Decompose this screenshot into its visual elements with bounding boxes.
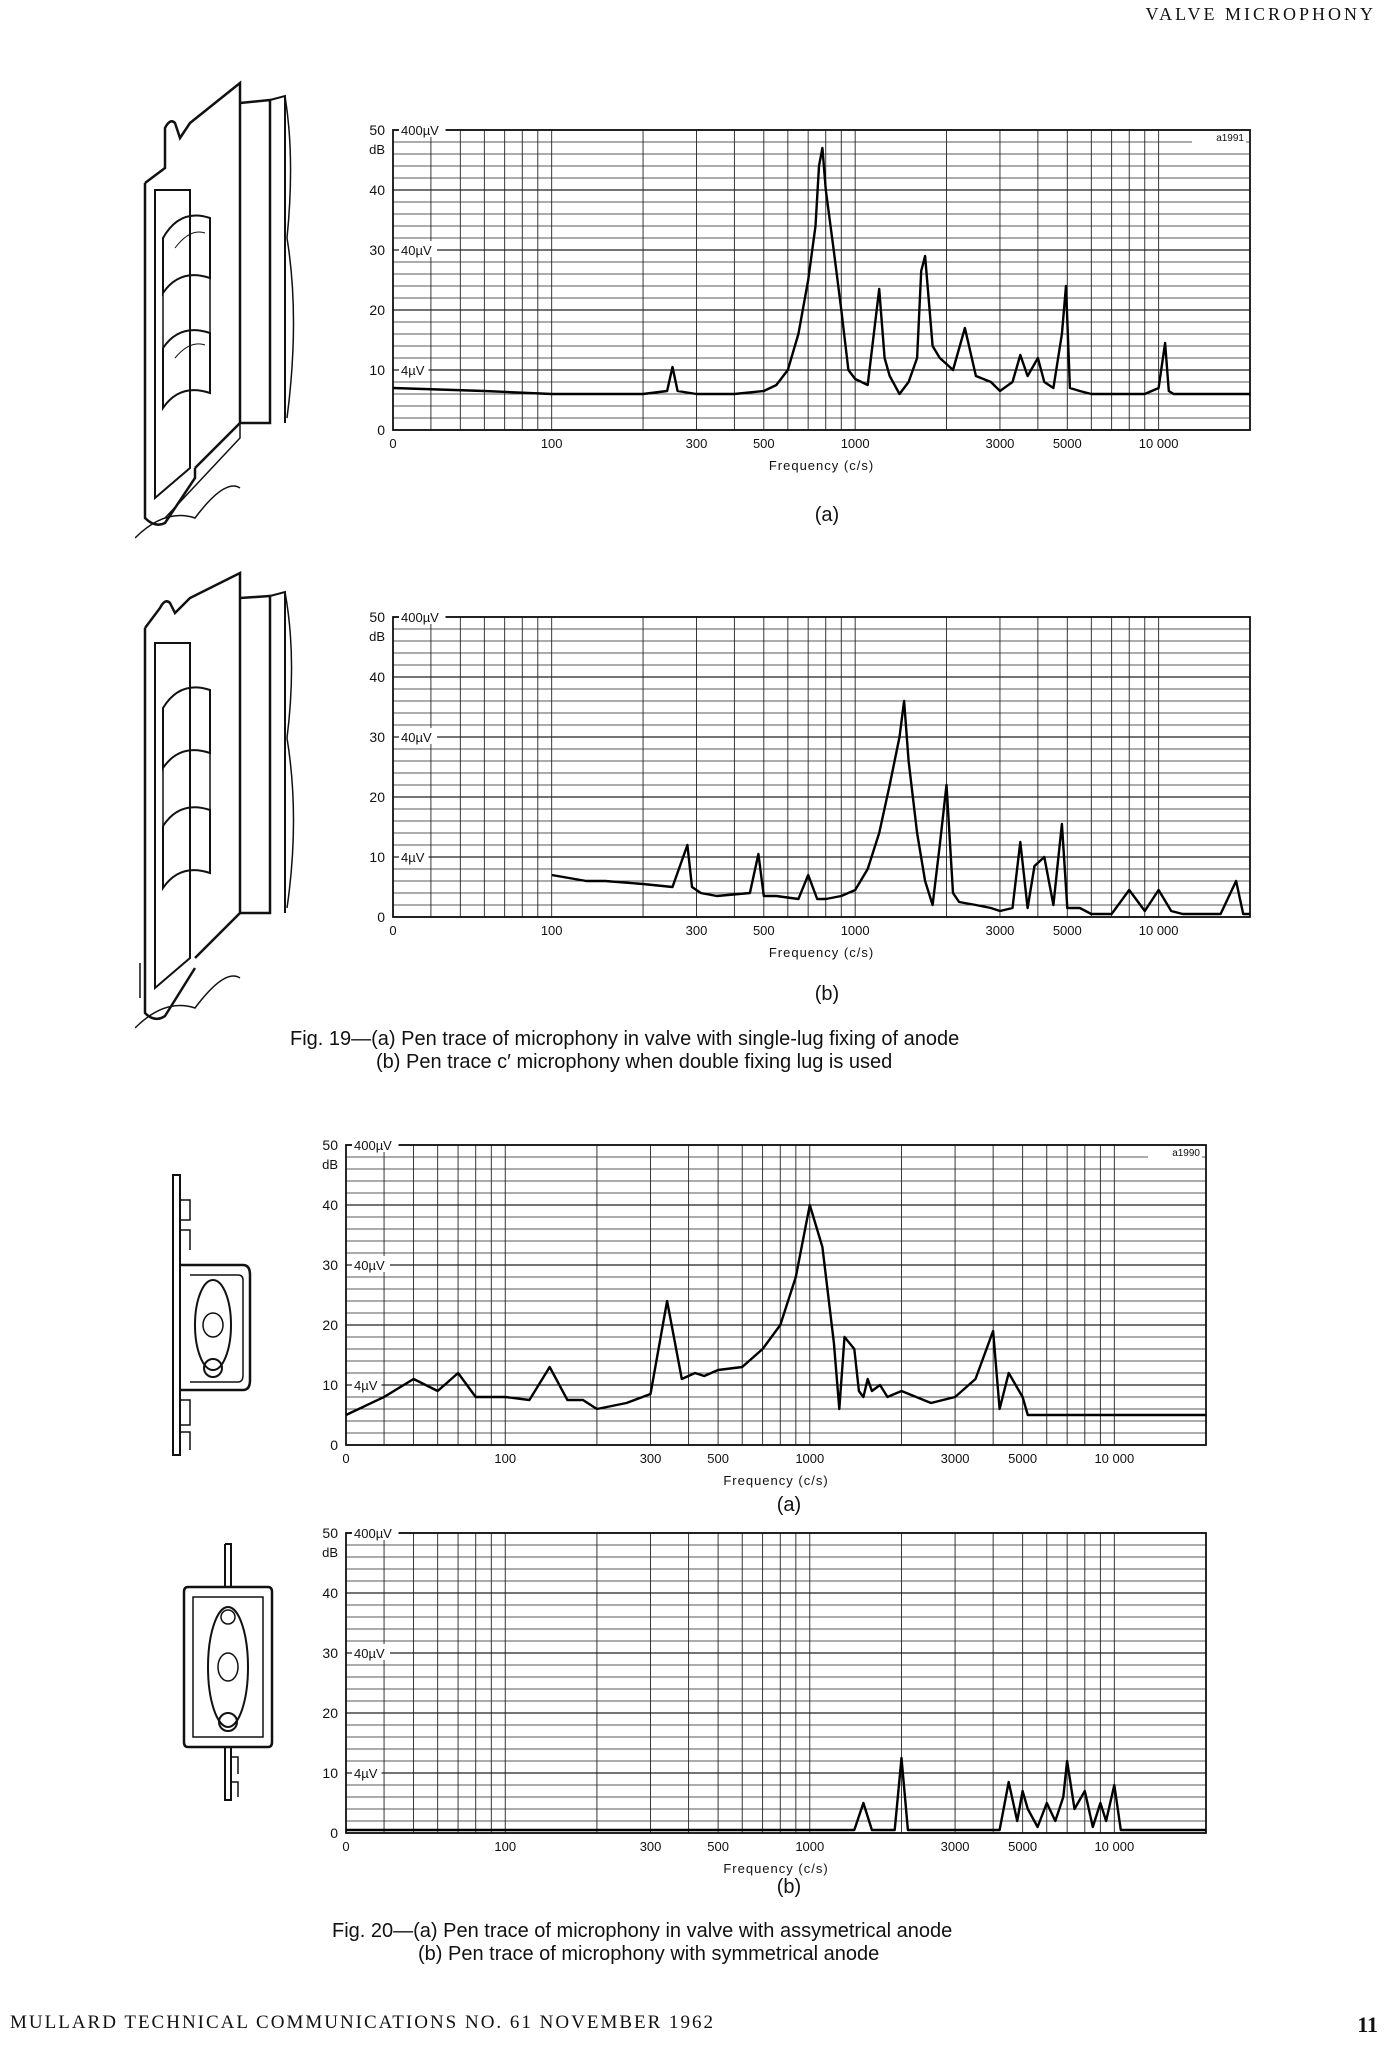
x-tick-label: 500 <box>707 1451 729 1466</box>
y-tick-label: 20 <box>322 1317 338 1333</box>
y-tick-label: 10 <box>369 849 385 865</box>
y-tick-label: 50 <box>322 1525 338 1541</box>
level-label: 40µV <box>354 1646 385 1661</box>
reference-number: a1990 <box>1172 1148 1200 1159</box>
x-tick-label: 0 <box>342 1451 350 1466</box>
y-axis-label: dB <box>369 142 385 157</box>
level-label: 4µV <box>354 1378 378 1393</box>
level-label: 400µV <box>401 123 439 138</box>
fig20-panel-a-label: (a) <box>776 1494 802 1516</box>
plot-frame <box>346 1533 1206 1833</box>
level-label: 400µV <box>354 1138 392 1153</box>
x-tick-label: 10 000 <box>1094 1839 1135 1854</box>
level-label: 40µV <box>401 243 432 258</box>
y-tick-label: 10 <box>322 1765 338 1781</box>
y-tick-label: 10 <box>322 1377 338 1393</box>
level-label: 40µV <box>354 1258 385 1273</box>
fig20-caption-line2: (b) Pen trace of microphony with symmetrical anode <box>418 1943 880 1965</box>
x-tick-label: 300 <box>639 1839 662 1854</box>
y-tick-label: 50 <box>322 1137 338 1153</box>
level-label: 4µV <box>401 850 425 865</box>
x-tick-label: 3000 <box>940 1451 970 1466</box>
footer-publication: MULLARD TECHNICAL COMMUNICATIONS NO. 61 NOVEMBER 1962 <box>10 2012 716 2033</box>
x-tick-label: 1000 <box>840 923 870 938</box>
fig20-caption <box>332 1920 952 1966</box>
x-tick-label: 1000 <box>795 1451 825 1466</box>
fig20-panel-b-label: (b) <box>776 1876 802 1898</box>
fig19-caption-line1: Fig. 19—(a) Pen trace of microphony in valve with single-lug fixing of anode <box>290 1028 960 1050</box>
level-label: 40µV <box>401 730 432 745</box>
fig19-panel-a-label: (a) <box>814 504 840 526</box>
x-tick-label: 100 <box>540 436 563 451</box>
x-tick-label: 3000 <box>985 923 1015 938</box>
x-axis-label: Frequency (c/s) <box>723 1473 829 1488</box>
x-tick-label: 0 <box>389 923 397 938</box>
y-axis-label: dB <box>369 629 385 644</box>
y-tick-label: 10 <box>369 362 385 378</box>
x-tick-label: 100 <box>494 1839 517 1854</box>
x-tick-label: 500 <box>752 436 775 451</box>
fig19-caption-line2: (b) Pen trace с′ microphony when double fixing lug is used <box>376 1051 893 1073</box>
y-tick-label: 0 <box>377 909 385 925</box>
x-tick-label: 10 000 <box>1138 923 1179 938</box>
fig20-caption-line1: Fig. 20—(a) Pen trace of microphony in valve with assymetrical anode <box>332 1920 953 1942</box>
x-tick-label: 500 <box>707 1839 729 1854</box>
y-tick-label: 0 <box>330 1437 338 1453</box>
level-label: 4µV <box>354 1766 378 1781</box>
y-tick-label: 50 <box>369 122 385 138</box>
x-tick-label: 3000 <box>985 436 1015 451</box>
x-tick-label: 300 <box>685 923 708 938</box>
x-tick-label: 500 <box>752 923 775 938</box>
x-axis-label: Frequency (c/s) <box>723 1861 829 1876</box>
y-tick-label: 30 <box>322 1645 338 1661</box>
plot-grid <box>346 1533 1206 1833</box>
y-tick-label: 20 <box>369 789 385 805</box>
x-tick-label: 10 000 <box>1094 1451 1135 1466</box>
x-tick-label: 300 <box>639 1451 662 1466</box>
y-tick-label: 30 <box>369 242 385 258</box>
y-tick-label: 20 <box>369 302 385 318</box>
x-tick-label: 3000 <box>940 1839 970 1854</box>
x-tick-label: 5000 <box>1052 436 1082 451</box>
y-tick-label: 0 <box>330 1825 338 1841</box>
x-tick-label: 5000 <box>1008 1451 1038 1466</box>
x-tick-label: 10 000 <box>1138 436 1179 451</box>
y-tick-label: 30 <box>322 1257 338 1273</box>
x-tick-label: 5000 <box>1008 1839 1038 1854</box>
x-tick-label: 300 <box>685 436 708 451</box>
running-head: VALVE MICROPHONY <box>1145 4 1376 24</box>
level-label: 400µV <box>401 610 439 625</box>
pen-trace-line <box>346 1758 1206 1830</box>
fig19-panel-b-label: (b) <box>814 983 840 1005</box>
x-tick-label: 0 <box>389 436 397 451</box>
y-tick-label: 0 <box>377 422 385 438</box>
level-label: 400µV <box>354 1526 392 1541</box>
y-axis-label: dB <box>322 1545 338 1560</box>
x-tick-label: 0 <box>342 1839 350 1854</box>
y-tick-label: 40 <box>369 182 385 198</box>
x-axis-label: Frequency (c/s) <box>768 945 875 960</box>
y-tick-label: 20 <box>322 1705 338 1721</box>
y-tick-label: 30 <box>369 729 385 745</box>
y-tick-label: 40 <box>322 1585 338 1601</box>
x-axis-label: Frequency (c/s) <box>768 458 875 473</box>
page-number: 11 <box>1357 2012 1378 2037</box>
reference-number: a1991 <box>1216 133 1244 144</box>
x-tick-label: 1000 <box>795 1839 825 1854</box>
x-tick-label: 100 <box>540 923 563 938</box>
x-tick-label: 100 <box>494 1451 517 1466</box>
y-tick-label: 40 <box>369 669 385 685</box>
y-tick-label: 40 <box>322 1197 338 1213</box>
y-tick-label: 50 <box>369 609 385 625</box>
y-axis-label: dB <box>322 1157 338 1172</box>
x-tick-label: 5000 <box>1052 923 1082 938</box>
level-label: 4µV <box>401 363 425 378</box>
x-tick-label: 1000 <box>840 436 870 451</box>
